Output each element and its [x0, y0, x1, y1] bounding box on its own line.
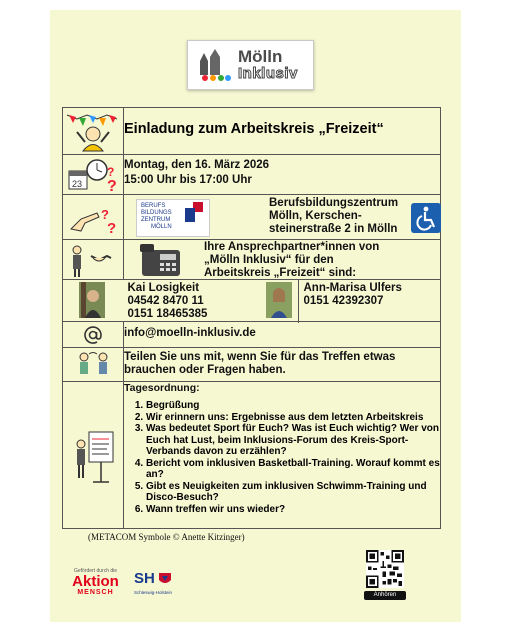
agenda-item: 3. Was bedeutet Sport für Euch? Was ist Euch wichtig? Wer von Euch hat Lust, beim Inklusions-Forum des Kreis-Sport-Verbands davon zu erzählen? — [146, 423, 440, 458]
row-location — [63, 195, 441, 240]
at-sign-icon — [83, 325, 103, 345]
svg-text:23: 23 — [72, 179, 83, 189]
bbz-logo-line4: MÖLLN — [151, 224, 172, 230]
listen-button[interactable] — [364, 591, 406, 600]
flipchart-person-icon — [73, 430, 115, 484]
bbz-logo-line3: ZENTRUM — [141, 217, 171, 223]
svg-text:?: ? — [107, 178, 117, 193]
contact2-photo — [266, 282, 292, 318]
town-icon — [194, 47, 234, 83]
bbz-logo-line1: BERUFS — [141, 203, 166, 209]
contacts-intro-line-2: „Mölln Inklusiv“ für den — [204, 254, 334, 266]
row-agenda — [63, 382, 441, 529]
sh-crest-icon — [158, 572, 172, 586]
info-table — [62, 107, 441, 529]
wheelchair-icon — [411, 203, 441, 233]
location-line-2: Mölln, Kerschen- — [269, 210, 362, 222]
svg-text:?: ? — [107, 165, 115, 179]
handshake-people-icon — [67, 242, 121, 278]
bbz-logo-line2: BILDUNGS — [141, 210, 172, 216]
time-line: 15:00 Uhr bis 17:00 Uhr — [124, 174, 252, 186]
talking-people-icon — [75, 350, 113, 380]
aktion-sub-text: MENSCH — [77, 589, 114, 596]
agenda-item: 1. Begrüßung — [146, 400, 440, 412]
contact1-phone1: 04542 8470 11 — [127, 295, 204, 307]
party-person-icon — [65, 110, 121, 152]
bbz-logo — [136, 199, 210, 237]
metacom-credit: (METACOM Symbole © Anette Kitzinger) — [88, 532, 245, 542]
svg-text:?: ? — [101, 207, 109, 222]
telephone-icon — [140, 242, 182, 278]
contact1-photo — [79, 282, 105, 318]
logo-sub: Inklusiv — [238, 65, 298, 82]
agenda-heading: Tagesordnung: — [124, 382, 200, 394]
needs-line-1: Teilen Sie uns mit, wenn Sie für das Treffen etwas — [124, 351, 396, 363]
contact2-phone1: 0151 42392307 — [303, 295, 384, 307]
aktion-top-text: Gefördert durch die — [73, 568, 118, 574]
sh-sub: Schleswig-Holstein — [134, 590, 173, 595]
sh-logo — [134, 570, 189, 600]
logo-name: Mölln — [238, 47, 283, 66]
contacts-intro-line-3: Arbeitskreis „Freizeit“ sind: — [204, 267, 357, 279]
row-title — [63, 108, 441, 155]
location-line-1: Berufsbildungszentrum — [269, 197, 399, 209]
calendar-clock-icon — [67, 157, 121, 193]
agenda-item: 2. Wir erinnern uns: Ergebnisse aus dem letzten Arbeitskreis — [146, 412, 440, 424]
location-line-3: steinerstraße 2 in Mölln — [269, 223, 398, 235]
email-link[interactable]: info@moelln-inklusiv.de — [124, 327, 256, 339]
aktion-mensch-logo — [63, 568, 128, 602]
moelln-inklusiv-logo — [187, 40, 314, 90]
contact1-name: Kai Losigkeit — [127, 282, 200, 294]
row-email — [63, 322, 441, 348]
aktion-main-text: Aktion — [72, 573, 119, 590]
contact1-phone2: 0151 18465385 — [127, 308, 208, 320]
pointing-location-icon — [67, 201, 119, 235]
agenda-item: 4. Bericht vom inklusiven Basketball-Training. Worauf kommt es an? — [146, 458, 440, 481]
listen-label: Anhören — [373, 592, 397, 598]
row-needs — [63, 348, 441, 382]
row-date — [63, 155, 441, 195]
contact2-name: Ann-Marisa Ulfers — [303, 282, 402, 294]
svg-text:?: ? — [107, 220, 117, 235]
row-contacts-intro — [63, 240, 441, 280]
needs-line-2: brauchen oder Fragen haben. — [124, 364, 286, 376]
date-line: Montag, den 16. März 2026 — [124, 159, 270, 171]
contacts-intro-line-1: Ihre Ansprechpartner*innen von — [204, 241, 380, 253]
agenda-item: 5. Gibt es Neuigkeiten zum inklusiven Schwimm-Training und Disco-Besuch? — [146, 481, 440, 504]
row-contacts — [63, 280, 441, 322]
agenda-item: 6. Wann treffen wir uns wieder? — [146, 504, 440, 516]
sh-label: SH — [134, 570, 155, 587]
qr-code[interactable] — [366, 550, 404, 588]
agenda-list — [124, 400, 440, 515]
invitation-title: Einladung zum Arbeitskreis „Freizeit“ — [124, 121, 384, 137]
